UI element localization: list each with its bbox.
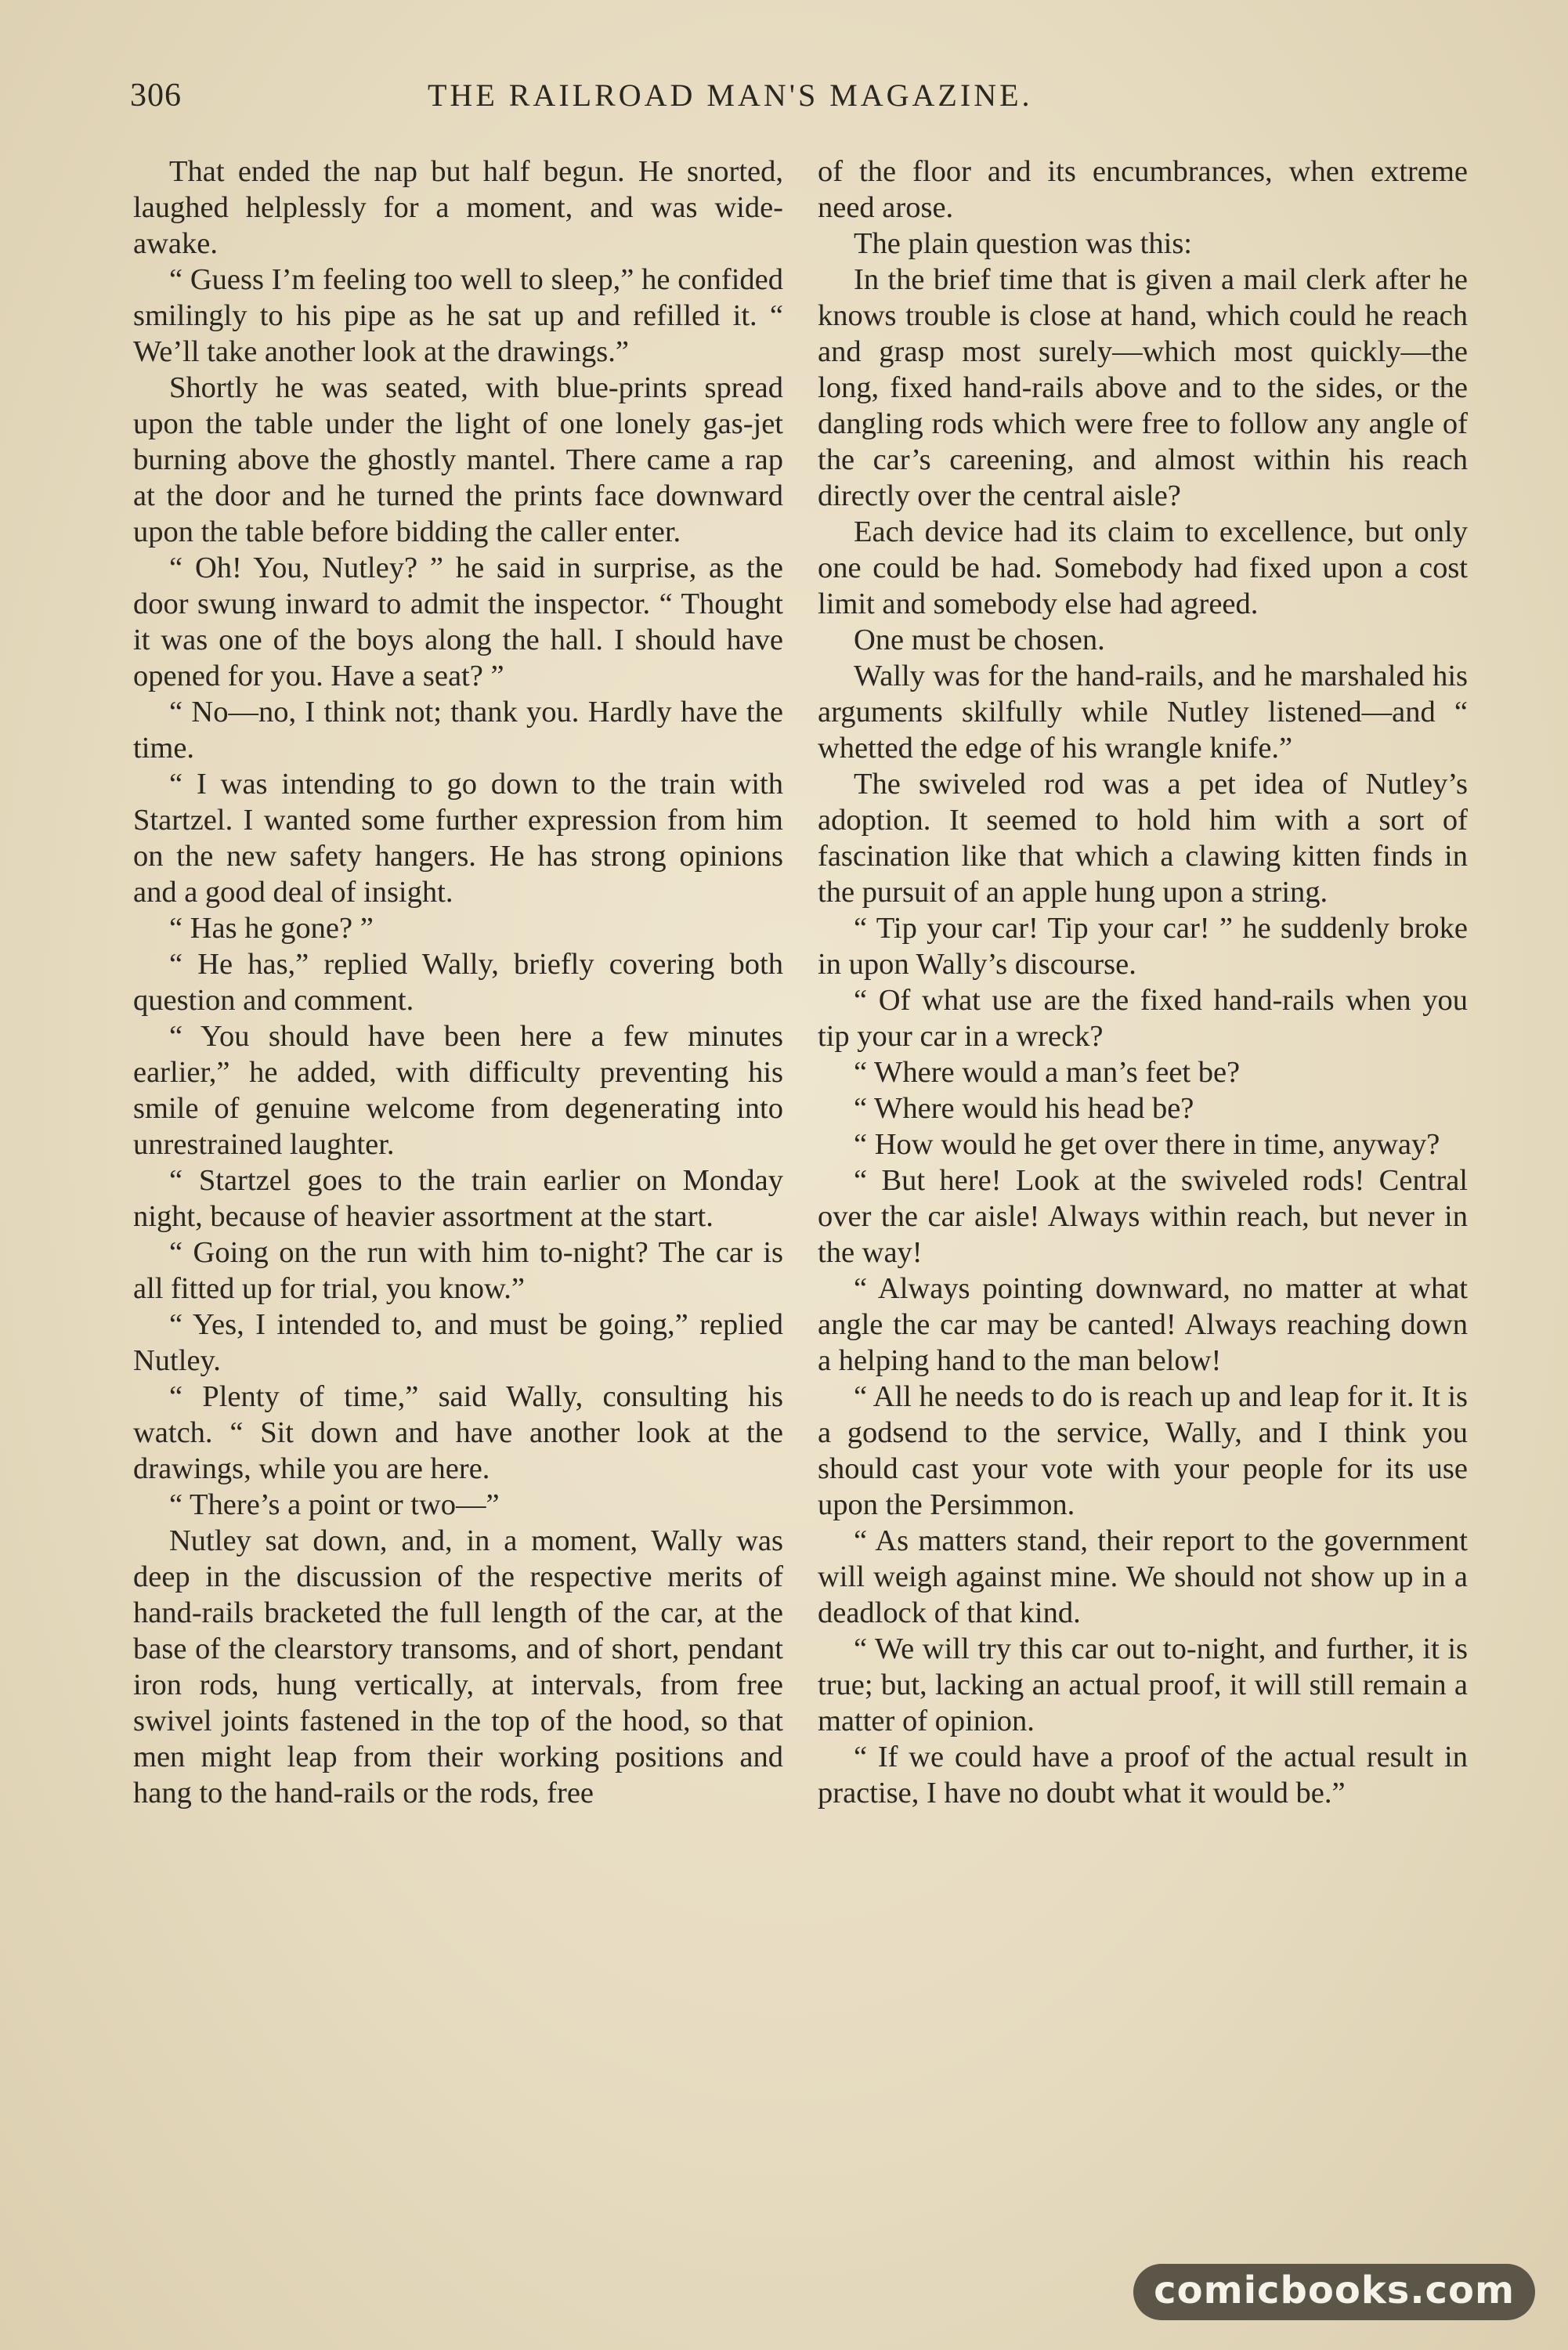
paragraph: “ How would he get over there in time, anyway? [854,1128,1440,1161]
paragraph: “ I was intending to go down to the train with Startzel. I wanted some further expression from him on the new safety hangers. He has strong opinions and a good deal of insight. [133,768,783,909]
page-number: 306 [130,78,182,114]
paragraph: “ Plenty of time,” said Wally, consulting his watch. “ Sit down and have another look at the drawings, while you are here. [133,1380,783,1485]
paragraph: The plain question was this: [854,227,1192,260]
right-column [818,154,1468,1811]
page-header [130,77,1461,124]
paragraph: That ended the nap but half begun. He snorted, laughed helplessly for a moment, and was wide-awake. [133,155,783,260]
paragraph: The swiveled rod was a pet idea of Nutley’s adoption. It seemed to hold him with a sort of fascination like that which a clawing kitten finds in the pursuit of an apple hung upon a string. [818,768,1468,909]
paragraph: “ Tip your car! Tip your car! ” he suddenly broke in upon Wally’s discourse. [818,912,1468,981]
paragraph: “ Of what use are the fixed hand-rails when you tip your car in a wreck? [818,984,1468,1053]
paragraph: “ Oh! You, Nutley? ” he said in surprise, as the door swung inward to admit the inspector. “ Thought it was one of the boys along the hall. I should have opened for you. Have a seat? ” [133,551,783,692]
paragraph: In the brief time that is given a mail clerk after he knows trouble is close at hand, which could he reach and grasp most surely—which most quickly—the long, fixed hand-rails above and to the sides, or the dangling rods which were free to follow any angle of the car’s careening, and almost within his reach directly over the central aisle? [818,263,1468,512]
paragraph: “ Yes, I intended to, and must be going,” replied Nutley. [133,1308,783,1377]
paragraph: “ Startzel goes to the train earlier on Monday night, because of heavier assortment at the start. [133,1164,783,1233]
paragraph: Each device had its claim to excellence, but only one could be had. Somebody had fixed upon a cost limit and somebody else had agreed. [818,515,1468,620]
paragraph: “ We will try this car out to-night, and further, it is true; but, lacking an actual proof, it will still remain a matter of opinion. [818,1632,1468,1737]
source-watermark: comicbooks.com [1133,2264,1535,2320]
paragraph: “ But here! Look at the swiveled rods! Central over the car aisle! Always within reach, but never in the way! [818,1164,1468,1269]
paragraph: “ Has he gone? ” [169,912,374,945]
paragraph: “ Always pointing downward, no matter at what angle the car may be canted! Always reaching down a helping hand to the man below! [818,1272,1468,1377]
left-column [133,154,783,1811]
paragraph: “ No—no, I think not; thank you. Hardly have the time. [133,696,783,765]
paragraph: “ You should have been here a few minutes earlier,” he added, with difficulty preventing his smile of genuine welcome from degenerating into unrestrained laughter. [133,1020,783,1161]
paragraph: “ Where would a man’s feet be? [854,1056,1241,1089]
paragraph: Wally was for the hand-rails, and he marshaled his arguments skilfully while Nutley listened—and “ whetted the edge of his wrangle knife.” [818,660,1468,765]
paragraph: “ As matters stand, their report to the government will weigh against mine. We should not show up in a deadlock of that kind. [818,1524,1468,1629]
paragraph: “ Guess I’m feeling too well to sleep,” he confided smilingly to his pipe as he sat up and refilled it. “ We’ll take another look at the drawings.” [133,263,783,368]
running-title: THE RAILROAD MAN'S MAGAZINE. [428,78,1033,113]
paragraph: “ There’s a point or two—” [169,1488,500,1521]
paragraph: Nutley sat down, and, in a moment, Wally was deep in the discussion of the respective merits of hand-rails bracketed the full length of the car, at the base of the clearstory transoms, and of short, pendant iron rods, hung vertically, at intervals, from free swivel joints fastened in the top of the hood, so that men might leap from their working positions and hang to the hand-rails or the rods, free [133,1524,783,1810]
paragraph: Shortly he was seated, with blue-prints spread upon the table under the light of one lonely gas-jet burning above the ghostly mantel. There came a rap at the door and he turned the prints face downward upon the table before bidding the caller enter. [133,371,783,548]
paragraph: “ Going on the run with him to-night? The car is all fitted up for trial, you know.” [133,1236,783,1305]
paragraph: “ He has,” replied Wally, briefly covering both question and comment. [133,948,783,1017]
paragraph: “ All he needs to do is reach up and leap for it. It is a godsend to the service, Wally, and I think you should cast your vote with your people for its use upon the Persimmon. [818,1380,1468,1521]
paragraph-continued: of the floor and its encumbrances, when extreme need arose. [818,155,1468,224]
paragraph: “ Where would his head be? [854,1092,1194,1125]
paragraph: “ If we could have a proof of the actual result in practise, I have no doubt what it would be.” [818,1741,1468,1810]
paragraph: One must be chosen. [854,624,1105,656]
